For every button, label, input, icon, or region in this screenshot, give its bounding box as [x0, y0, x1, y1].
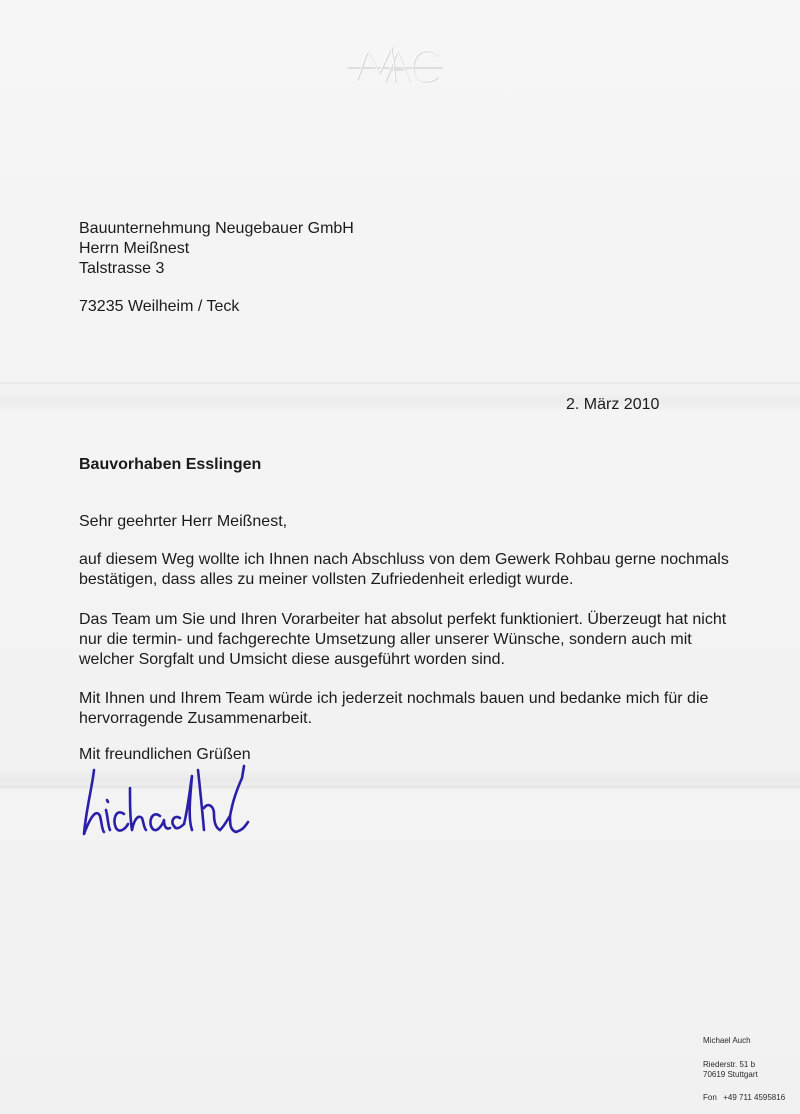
salutation: Sehr geehrter Herr Meißnest, — [79, 513, 288, 530]
letter-subject: Bauvorhaben Esslingen — [79, 456, 262, 473]
recipient-street: Talstrasse 3 — [79, 260, 165, 277]
body-line: auf diesem Weg wollte ich Ihnen nach Abschluss von dem Gewerk Rohbau gerne nochmals — [79, 551, 729, 568]
body-line: Mit Ihnen und Ihrem Team würde ich jederzeit nochmals bauen und bedanke mich für die — [79, 690, 709, 707]
embossed-monogram-logo — [340, 38, 450, 92]
body-line: nur die termin- und fachgerechte Umsetzung aller unserer Wünsche, sondern auch mit — [79, 631, 692, 648]
letter-date: 2. März 2010 — [566, 396, 660, 413]
handwritten-signature — [80, 748, 255, 848]
body-line: Das Team um Sie und Ihren Vorarbeiter hat absolut perfekt funktioniert. Überzeugt hat nicht — [79, 611, 727, 628]
recipient-city: 73235 Weilheim / Teck — [79, 298, 240, 315]
paper-fold-line — [0, 381, 800, 385]
phone-number: +49 711 4595816 — [723, 1093, 786, 1102]
sender-street: Riederstr. 51 b — [703, 1060, 756, 1069]
body-line: hervorragende Zusammenarbeit. — [79, 710, 313, 727]
sender-phone — [703, 1093, 785, 1103]
sender-city: 70619 Stuttgart — [703, 1070, 758, 1079]
sender-name: Michael Auch — [703, 1036, 751, 1045]
closing-phrase: Mit freundlichen Grüßen — [79, 746, 251, 763]
recipient-company: Bauunternehmung Neugebauer GmbH — [79, 220, 354, 237]
body-line: welcher Sorgfalt und Umsicht diese ausgeführt worden sind. — [79, 651, 505, 668]
body-line: bestätigen, dass alles zu meiner vollsten Zufriedenheit erledigt wurde. — [79, 571, 574, 588]
recipient-person: Herrn Meißnest — [79, 240, 190, 257]
phone-label: Fon — [703, 1093, 717, 1102]
